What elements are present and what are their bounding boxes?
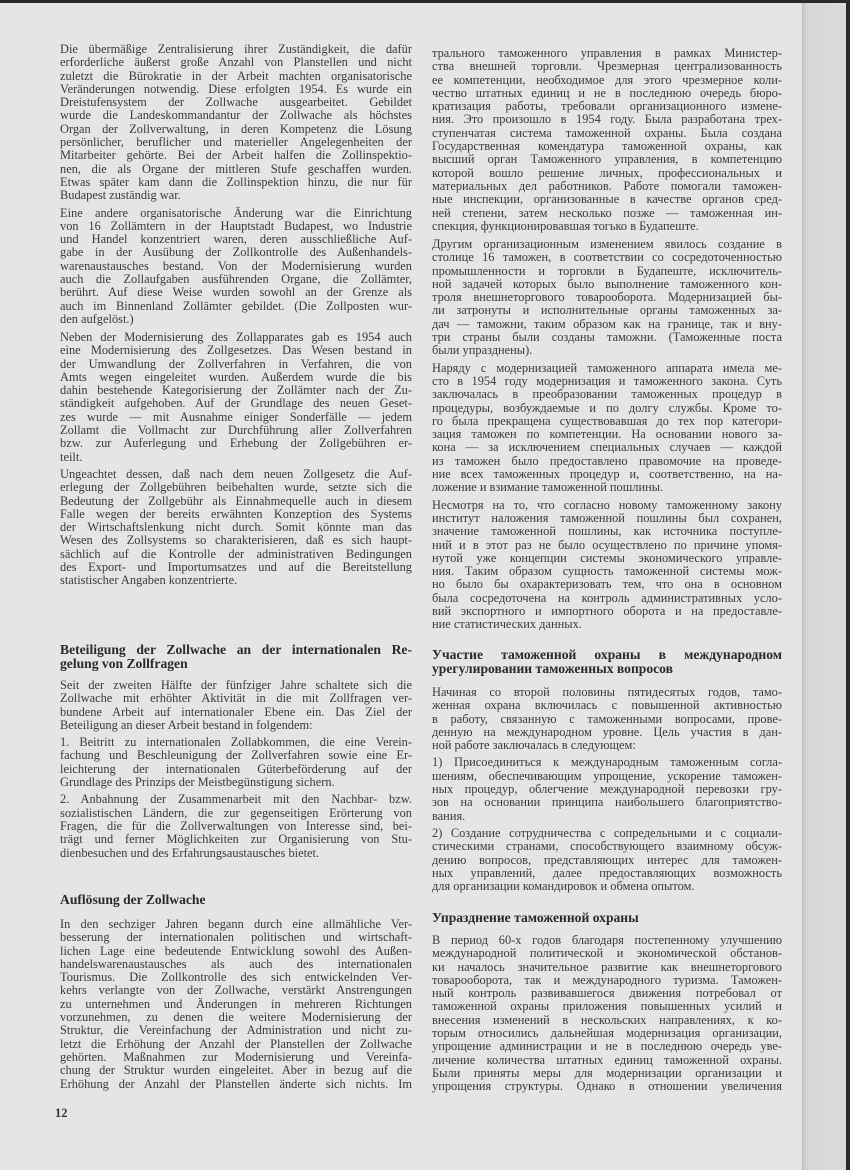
text-line: fachung und Beschleunigung der Zollverfahren sowie eine Er- [60,748,412,763]
text-line: ные инспекции, организованные в качестве органов сред- [432,192,782,207]
text-line: Несмотря на то, что согласно новому таможенному закону [432,497,782,512]
text-line: Grundlage des Prinzips der Meistbegünstigung sichern. [60,775,335,790]
text-line: der Umwandlung der Zollverfahren in Verfahren, die von [60,356,412,371]
scanned-page [0,3,802,1170]
section-heading [432,648,782,676]
text-line: стическими странами, способствующего взаимному обсуж- [432,839,782,854]
text-line: 2. Anbahnung der Zusammenarbeit mit den Nachbar- bzw. [60,792,412,807]
text-line: В период 60-х годов благодаря постепенному улучшению [432,933,782,947]
text-line: Organ der Zollverwaltung, in deren Kompetenz die Lösung [60,121,412,136]
text-line: материальных дел работников. Работе помогали таможен- [432,178,782,193]
text-line: Участие таможенной охраны в международном [432,647,782,662]
text-line: Mitarbeiter gehörte. Bei der Arbeit halfen die Zollinspektio- [60,148,412,163]
text-line: Amts wegen eingeleitet wurden. Außerdem wurde die bis [60,369,412,384]
text-line: которой вошло решение личных, профессиональных и [432,165,782,180]
text-line: ние всех таможенных процедур и, соответственно, на на- [432,467,782,482]
text-line: Eine andere organisatorische Änderung war die Einrichtung [60,205,412,220]
text-line: vorzunehmen, zu denen die weitere Modernisierung der [60,1010,412,1025]
text-line: ний и в этот раз не было осуществлено по причине упомя- [432,537,782,552]
text-line: Упразднение таможенной охраны [432,910,639,925]
text-line: gabe in der Ausübung der Zollkontrolle des Außenhandels- [60,245,412,260]
text-line: личение количества штатных единиц таможенной охраны. [432,1052,782,1067]
text-line: besserung der internationalen politischen und wirtschaft- [60,930,412,945]
text-line: gelung von Zollfragen [60,656,188,671]
text-line: были упразднены). [432,343,533,358]
text-line: Veränderungen notwendig. Diese erfolgten 1954. Es wurde ein [60,81,412,96]
text-line: трального таможенного управления в рамках Министер- [432,46,782,60]
text-line: Bedeutung der Zollgebühr als Einnahmequelle auch in diesem [60,493,412,508]
text-line: lichen Lage eine bedeutende Entwicklung sowohl des Außen- [60,943,412,958]
text-line: ной работе заключалась в следующем: [432,738,636,753]
text-line: erforderliche äußerst große Anzahl von Planstellen und nicht [60,55,412,70]
text-line: ние статистических данных. [432,617,582,632]
text-line: Auflösung der Zollwache [60,892,206,907]
text-line: Seit der zweiten Hälfte der fünfziger Jahre schaltete sich die [60,678,412,692]
text-line: berührt. Auf diese Weise wurden sowohl an der Grenze als [60,285,412,300]
text-line: три страны были созданы таможни. (Таможенные поста [432,330,782,345]
text-line: промышленности и торговли в Будапеште, исключитель- [432,263,782,278]
text-line: ния. Это произошло в 1954 году. Была разработана трех- [432,112,782,127]
text-line: Falle wegen der bereits erwähnten Konzeption des Systems [60,506,412,521]
text-line: упрощение администрации и не в последнюю очередь уве- [432,1039,782,1054]
paragraph [60,43,412,203]
text-line: teilt. [60,449,83,464]
text-line: Budapest zuständig war. [60,188,181,203]
text-line: сто в 1954 году модернизация и таможенного закона. Суть [432,373,782,388]
list-item [60,736,412,789]
text-line: товарооборота, так и международного туризма. Таможен- [432,972,782,987]
text-line: троля внешнеторгового товарооборота. Модернизацией бы- [432,290,782,305]
text-line: вания. [432,808,466,823]
paragraph [432,686,782,752]
text-line: столице 16 таможен, в соответствии со сосредоточенностью [432,250,782,265]
text-line: ния. Таким образом сущность таможенной системы мож- [432,564,782,579]
text-line: Wesen des Zollsystems so charakterisieren, daß es sich haupt- [60,533,412,548]
text-line: процедуры, возбуждаемые и по долгу службы. Кроме то- [432,400,782,415]
paragraph [432,238,782,358]
text-line: из таможен было предоставлено правомочие на проведе- [432,453,782,468]
text-line: зация таможен по компетенции. На основании нового за- [432,427,782,442]
text-line: gehörten. Maßnahmen zur Modernisierung und Vereinfa- [60,1049,412,1064]
text-line: Zollamt die Vollmacht zur Durchführung aller Zollverfahren [60,423,412,438]
text-line: Etwas später kam dann die Zollinspektion hinzu, die nur für [60,174,412,189]
text-line: persönlicher, beruflicher und materieller Angelegenheiten der [60,135,412,150]
text-line: 1) Присоединиться к международным таможенным согла- [432,755,782,770]
text-line: шениям, обеспечивающим упрощение, ускорение таможен- [432,768,782,783]
text-line: trägt und ferner Möglichkeiten zur Organisierung von Stu- [60,832,412,847]
text-line: ступенчатая система таможенной охраны. Была создана [432,125,782,140]
text-line: денную на международном уровне. Цель участия в дан- [432,724,782,739]
text-line: der Wirtschaftslenkung nicht durch. Somit könnte man das [60,520,412,535]
paragraph [60,207,412,327]
text-line: урегулировании таможенных вопросов [432,661,673,676]
text-line: zes wurde — mit Ausnahme einiger Sonderfälle — jedem [60,409,412,424]
text-line: дению вопросов, представляющих интерес для таможен- [432,852,782,867]
text-line: заключалась в преобразовании таможенных процедур в [432,387,782,402]
text-line: Tourismus. Die Zollkontrolle des sich entwickelnden Ver- [60,970,412,985]
text-line: вий экспортного и импортного оборота и на предоставле- [432,604,782,619]
paragraph [432,499,782,632]
text-line: Zollwache mit erhöhter Aktivität in die mit Zollfragen ver- [60,691,412,706]
text-line: торым относились дальнейшая модернизация организации, [432,1026,782,1041]
text-line: auch die Zollaufgaben ausführenden Organe, die Zollämter, [60,272,412,287]
text-line: Beteiligung an dieser Arbeit bestand in folgendem: [60,717,313,732]
text-line: Начиная со второй половины пятидесятых годов, тамо- [432,685,782,699]
text-line: letzt die Erhöhung der Anzahl der Planstellen der Zollwache [60,1036,412,1051]
text-line: dahin bestehende Kategorisierung der Zollämter nach der Zu- [60,383,412,398]
paragraph [60,331,412,464]
text-line: для организации командировок и обмена опытом. [432,879,695,894]
text-line: го была прекращена существовавшая до тех пор категори- [432,413,782,428]
text-line: auch im Binnenland Zollämter gebildet. (Die Zollposten wur- [60,298,412,313]
paragraph [432,47,782,233]
text-line: sächlich auf die Kontrolle der administrativen Bedingungen [60,546,412,561]
text-line: Были приняты меры для модернизации организации и [432,1065,782,1080]
paragraph [60,918,412,1091]
text-line: спекция, функционировавшая тогько в Будапеште. [432,218,699,233]
section-heading [60,643,412,671]
text-line: handelswarenaustausches als auch des internationalen [60,956,412,971]
page-number: 12 [55,1106,68,1120]
text-line: была сосредоточена на контроль административных усло- [432,590,782,605]
text-line: nen, die als Organe der mittleren Stufe geschaffen wurden. [60,161,412,176]
text-line: statistischer Angaben konzentrierte. [60,573,238,588]
text-line: Государственная комендатура таможенной охраны, как [432,139,782,154]
text-line: Dreistufensystem der Zollwache ausgearbeitet. Gebildet [60,95,412,110]
text-line: высший орган Таможенного управления, в компетенцию [432,152,782,167]
text-line: leichterung der internationalen Güterbeförderung auf der [60,761,412,776]
text-line: und Handel konzentriert waren, deren ausschließliche Auf- [60,232,412,247]
text-line: но было бы охарактеризовать тем, что она в основном [432,577,782,592]
text-line: Другим организационным изменением явилось создание в [432,237,782,251]
text-line: wurde die Landeskommandantur der Zollwache als höchstes [60,108,412,123]
paragraph [60,468,412,588]
text-line: zuletzt die Bürokratie in der Arbeit machten organisatorische [60,68,412,83]
text-line: ства внешней торговли. Чрезмерная централизованность [432,59,782,74]
text-line: Наряду с модернизацией таможенного аппарата имела ме- [432,360,782,375]
text-line: внесения изменений в нескольских направлениях, к ко- [432,1012,782,1027]
list-item [432,827,782,893]
text-line: нутой уже концепции системы экономического управле- [432,550,782,565]
text-line: в работу, связанную с таможенными вопросами, прове- [432,711,782,726]
text-line: zu unternehmen und Änderungen in mehreren Richtungen [60,996,412,1011]
paragraph [60,679,412,732]
text-line: чество штатных единиц и не в последнюю очередь бюро- [432,85,782,100]
text-line: кратизация работы, требовали организационного измене- [432,99,782,114]
list-item [60,793,412,859]
text-line: Erhöhung der Anzahl der Planstellen änderte sich nichts. Im [60,1076,412,1091]
text-line: 1. Beitritt zu internationalen Zollabkommen, die eine Verein- [60,735,412,750]
paragraph [432,934,782,1094]
text-line: sozialistischen Ländern, die zur gegenseitigen Erörterung von [60,805,412,820]
text-line: значение таможенной пошлины, как источника поступле- [432,524,782,539]
text-line: ки началось значительное развитие как внешнеторгового [432,959,782,974]
section-heading [60,893,412,907]
text-line: ней степени, затем несколько позже — таможенная ин- [432,205,782,220]
text-line: ложение и взимание таможенной пошлины. [432,480,664,495]
text-line: ный контроль развивавшегося движения потребовал от [432,986,782,1001]
text-line: институт наложения таможенной пошлины был сохранен, [432,510,782,525]
next-page-edge [802,3,846,1170]
section-heading [432,911,782,925]
text-line: warenaustausches bestand. Von der Modernisierung wurden [60,258,412,273]
text-line: den aufgelöst.) [60,311,134,326]
text-line: chung der Struktur wurden eingeleitet. Aber in bezug auf die [60,1063,412,1078]
text-line: von 16 Zollämtern in der Hauptstadt Budapest, wo Industrie [60,218,412,233]
text-line: kehrs verlangte von der Zollwache, verstärkt Anstrengungen [60,983,412,998]
text-line: dienbesuchen und des Erfahrungsaustausches bietet. [60,845,320,860]
text-line: международной политической и экономической обстанов- [432,946,782,961]
text-line: bzw. zur Auferlegung und Erhebung der Zollgebühren er- [60,436,412,451]
text-line: дач — таможни, таким образом как на границе, так и вну- [432,316,782,331]
text-line: ных управлений, далее предоставляющих возможность [432,865,782,880]
text-line: ständigkeit aufgehoben. Auf der Grundlage des neuen Geset- [60,396,412,411]
text-line: erlegung der Zollgebühren beibehalten wurde, setzte sich die [60,480,412,495]
text-line: ли затронуты и исполнительные органы таможенных за- [432,303,782,318]
paragraph [432,362,782,495]
text-line: ных процедур, облегчение международной перевозки гру- [432,782,782,797]
text-line: женная охрана включилась с повышенной активностью [432,698,782,713]
text-line: кона — за исключением специальных случаев — каждой [432,440,782,455]
text-line: Fragen, die für die Zollverwaltungen von Interesse sind, bei- [60,818,412,833]
text-line: Neben der Modernisierung des Zollapparates gab es 1954 auch [60,330,412,344]
list-item [432,756,782,822]
text-line: зов на основании принципа наибольшего благоприятство- [432,795,782,810]
text-line: Ungeachtet dessen, daß nach dem neuen Zollgesetz die Auf- [60,466,412,481]
text-line: 2) Создание сотрудничества с сопредельными и с социали- [432,825,782,840]
text-line: упрощения структуры. Однако в отношении увеличения [432,1079,782,1094]
text-line: ной задачей которых было выполнение таможенного кон- [432,276,782,291]
text-line: таможенной охраны приложения повышенных усилий и [432,999,782,1014]
text-line: eine Modernisierung des Zollgesetzes. Das Wesen bestand in [60,343,412,358]
text-line: ее компетенции, необходимое для этого чрезмерное коли- [432,72,782,87]
text-line: des Export- und Importumsatzes und auf die Bereitstellung [60,560,412,575]
text-line: bundene Arbeit auf internationaler Ebene ein. Das Ziel der [60,704,412,719]
text-line: Beteiligung der Zollwache an der internationalen Re- [60,642,412,657]
text-line: In den sechziger Jahren begann durch eine allmähliche Ver- [60,917,412,931]
text-line: Struktur, die Vereinfachung der Administration und nicht zu- [60,1023,412,1038]
text-line: Die übermäßige Zentralisierung ihrer Zuständigkeit, die dafür [60,42,412,56]
